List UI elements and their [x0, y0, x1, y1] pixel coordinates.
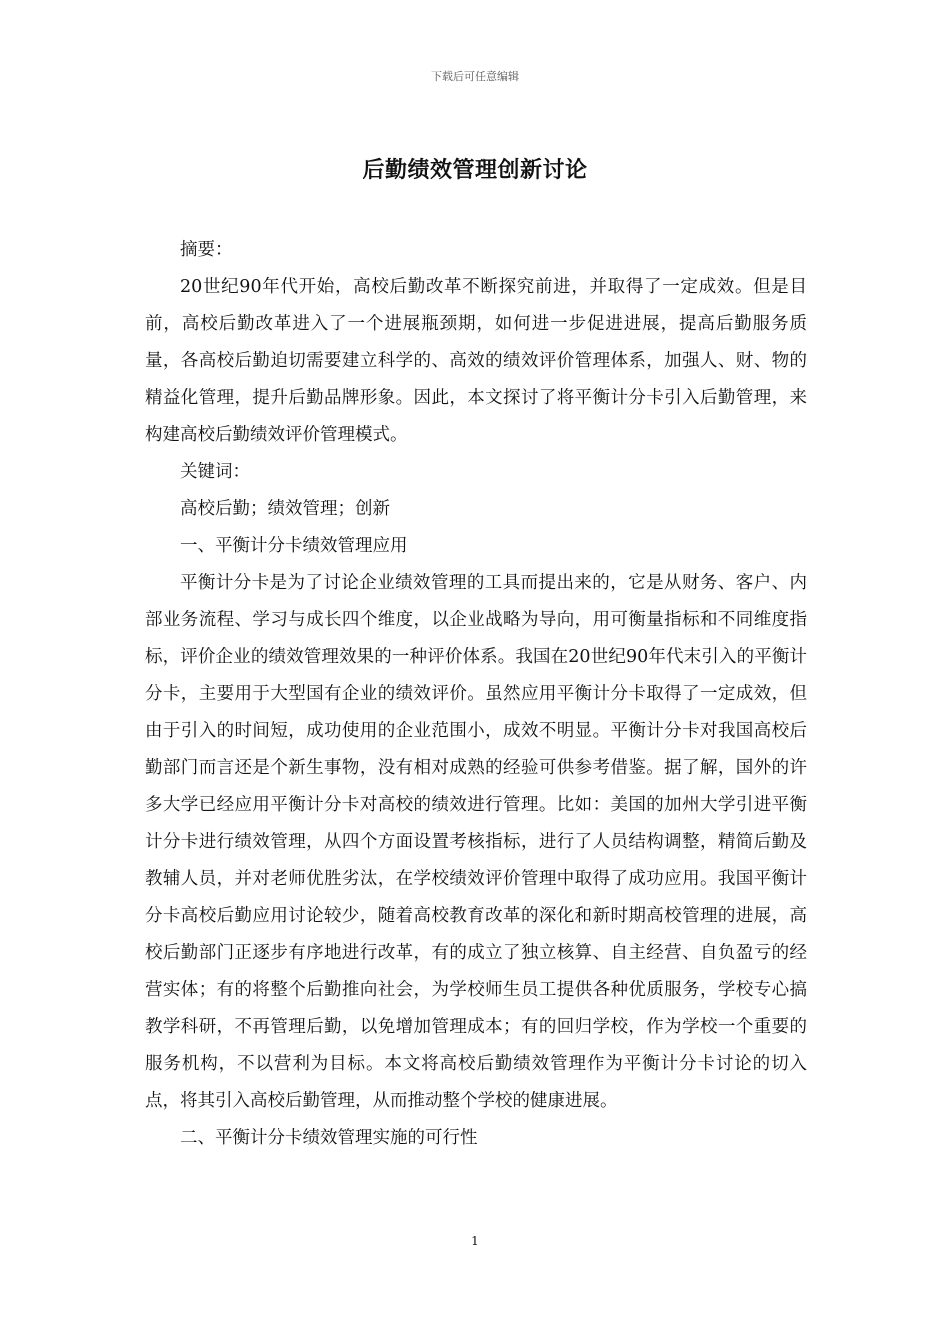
document-title: 后勤绩效管理创新讨论 [362, 157, 588, 183]
section-heading-1: 一、平衡计分卡绩效管理应用 [180, 536, 408, 556]
keywords-label: 关键词： [180, 462, 250, 482]
keywords-paragraph: 高校后勤；绩效管理；创新 [180, 499, 390, 519]
abstract-label: 摘要： [180, 240, 233, 260]
page-number: 1 [471, 1234, 479, 1248]
abstract-paragraph: 20世纪90年代开始，高校后勤改革不断探究前进，并取得了一定成效。但是目前，高校后勤改革进入了一个进展瓶颈期，如何进一步促进进展，提高后勤服务质量，各高校后勤迫切需要建立科学的、高效的绩效评价管理体系，加强人、财、物的精益化管理，提升后勤品牌形象。因此，本文探讨了将平衡计分卡引入后勤管理，来构建高校后勤绩效评价管理模式。 [145, 277, 807, 445]
header-note: 下载后可任意编辑 [431, 70, 519, 83]
section-heading-2: 二、平衡计分卡绩效管理实施的可行性 [180, 1128, 478, 1148]
document-body [145, 232, 807, 1157]
section-paragraph-1: 平衡计分卡是为了讨论企业绩效管理的工具而提出来的，它是从财务、客户、内部业务流程、学习与成长四个维度，以企业战略为导向，用可衡量指标和不同维度指标，评价企业的绩效管理效果的一种评价体系。我国在20世纪90年代末引入的平衡计分卡，主要用于大型国有企业的绩效评价。虽然应用平衡计分卡取得了一定成效，但由于引入的时间短，成功使用的企业范围小，成效不明显。平衡计分卡对我国高校后勤部门而言还是个新生事物，没有相对成熟的经验可供参考借鉴。据了解，国外的许多大学已经应用平衡计分卡对高校的绩效进行管理。比如：美国的加州大学引进平衡计分卡进行绩效管理，从四个方面设置考核指标，进行了人员结构调整，精简后勤及教辅人员，并对老师优胜劣汰，在学校绩效评价管理中取得了成功应用。我国平衡计分卡高校后勤应用讨论较少，随着高校教育改革的深化和新时期高校管理的进展，高校后勤部门正逐步有序地进行改革，有的成立了独立核算、自主经营、自负盈亏的经营实体；有的将整个后勤推向社会，为学校师生员工提供各种优质服务，学校专心搞教学科研，不再管理后勤，以免增加管理成本；有的回归学校，作为学校一个重要的服务机构，不以营利为目标。本文将高校后勤绩效管理作为平衡计分卡讨论的切入点，将其引入高校后勤管理，从而推动整个学校的健康进展。 [145, 573, 807, 1111]
